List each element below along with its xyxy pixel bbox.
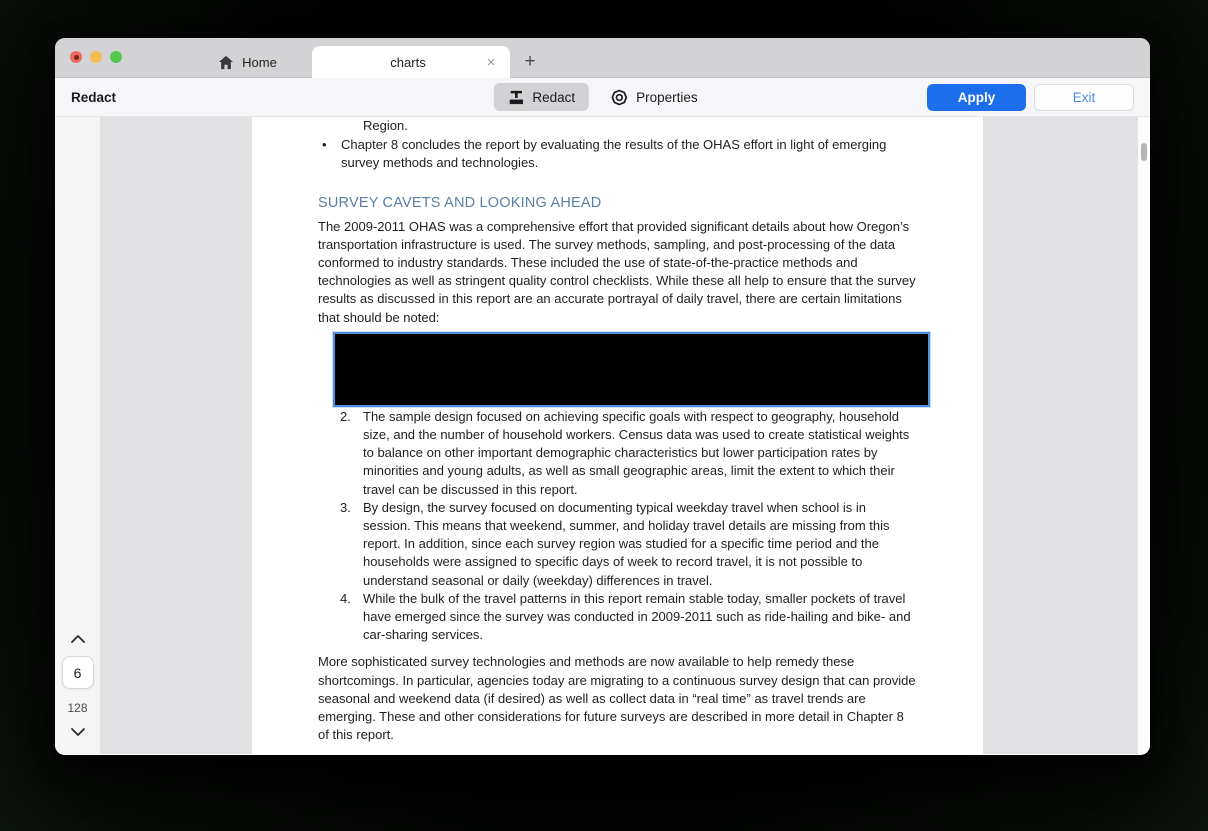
page-number-input[interactable]: 6 [62, 656, 94, 689]
list-item-text: The sample design focused on achieving specific goals with respect to geography, household size, and the number of household workers. Census data was used to create statistical weights to balance on other important demographic characteristics but lower participation rates by minorities and young adults, as well as small geographic areas, limit the extent to which their travel can be discussed in this report. [363, 408, 910, 497]
scrollbar-track [1138, 117, 1150, 754]
closing-paragraph: More sophisticated survey technologies and methods are now available to help remedy these shortcomings. In particular, agencies today are migrating to a continuous survey design that can provide seasonal and weekend data (if desired) as well as collect data in “real time” as travel trends are emerging. These and other considerations for future surveys are described in more detail in Chapter 8 of this report. [318, 654, 916, 743]
list-item [340, 408, 983, 499]
properties-tool-button[interactable] [597, 83, 712, 111]
toolbar-right-group [927, 84, 1134, 111]
list-item-text: By design, the survey focused on documenting typical weekday travel when school is in session. This means that weekend, summer, and holiday travel details are missing from this report. In addition, since each survey region was studied for a specific time period and the households were assigned to specific days of week to record travel, it is not possible to understand seasonal or daily (weekday) differences in travel. [363, 499, 890, 588]
list-item-number: 3. [340, 499, 351, 515]
traffic-lights [70, 51, 122, 63]
redact-tool-label: Redact [532, 89, 576, 105]
app-window [55, 38, 1150, 755]
document-text-fragment: Region. [363, 118, 408, 133]
list-item-number: 4. [340, 590, 351, 606]
list-item [340, 499, 983, 590]
bullet-glyph: • [322, 137, 327, 153]
tab-close-icon[interactable]: × [486, 53, 496, 71]
bullet-list-item [318, 136, 983, 172]
zoom-window-button[interactable] [110, 51, 122, 63]
next-page-button[interactable] [70, 727, 86, 737]
tab-charts[interactable] [312, 46, 510, 78]
redaction-box-selected[interactable] [333, 332, 930, 407]
properties-tool-label: Properties [636, 89, 698, 105]
title-bar[interactable] [55, 38, 1150, 78]
apply-button[interactable]: Apply [927, 84, 1026, 111]
pdf-page-content [252, 117, 983, 744]
previous-page-button[interactable] [70, 634, 86, 644]
toolbar-center-group [493, 78, 711, 116]
home-icon [218, 55, 234, 70]
scrollbar-thumb[interactable] [1141, 143, 1147, 161]
toolbar-mode-title: Redact [71, 89, 117, 105]
numbered-list [318, 408, 983, 645]
properties-icon [611, 89, 628, 106]
viewer-canvas [100, 117, 1138, 754]
bullet-item-text: Chapter 8 concludes the report by evaluating the results of the OHAS effort in light of emerging survey methods and technologies. [341, 137, 887, 171]
list-item-number: 2. [340, 408, 351, 424]
tab-home[interactable] [185, 46, 310, 78]
page-nav-strip [55, 117, 100, 754]
redact-toolbar [55, 78, 1150, 117]
total-pages-label: 128 [67, 701, 88, 715]
close-window-button[interactable] [70, 51, 82, 63]
document-viewer [55, 117, 1150, 754]
tab-home-label: Home [242, 54, 277, 70]
exit-button[interactable]: Exit [1034, 84, 1134, 111]
new-tab-button[interactable]: + [524, 51, 536, 72]
page-navigation [55, 634, 100, 737]
section-heading: SURVEY CAVETS AND LOOKING AHEAD [318, 194, 602, 211]
minimize-window-button[interactable] [90, 51, 102, 63]
pdf-page [252, 117, 983, 754]
list-item [340, 590, 983, 645]
redact-icon [507, 89, 524, 106]
redact-tool-button[interactable] [493, 83, 589, 111]
tab-charts-label: charts [390, 54, 426, 70]
list-item-text: While the bulk of the travel patterns in this report remain stable today, smaller pockets of travel have emerged since the survey was conducted in 2009-2011 such as ride-hailing and bike- and car-sharing services. [363, 590, 911, 643]
intro-paragraph: The 2009-2011 OHAS was a comprehensive effort that provided significant details about how Oregon’s transportation infrastructure is used. The survey methods, sampling, and post-processing of the data conformed to industry standards. These included the use of state-of-the-practice methods and technologies as well as stringent quality control checklists. While these all help to ensure that the survey results as discussed in this report are an accurate portrayal of daily travel, there are certain limitations that should be noted: [318, 218, 916, 325]
